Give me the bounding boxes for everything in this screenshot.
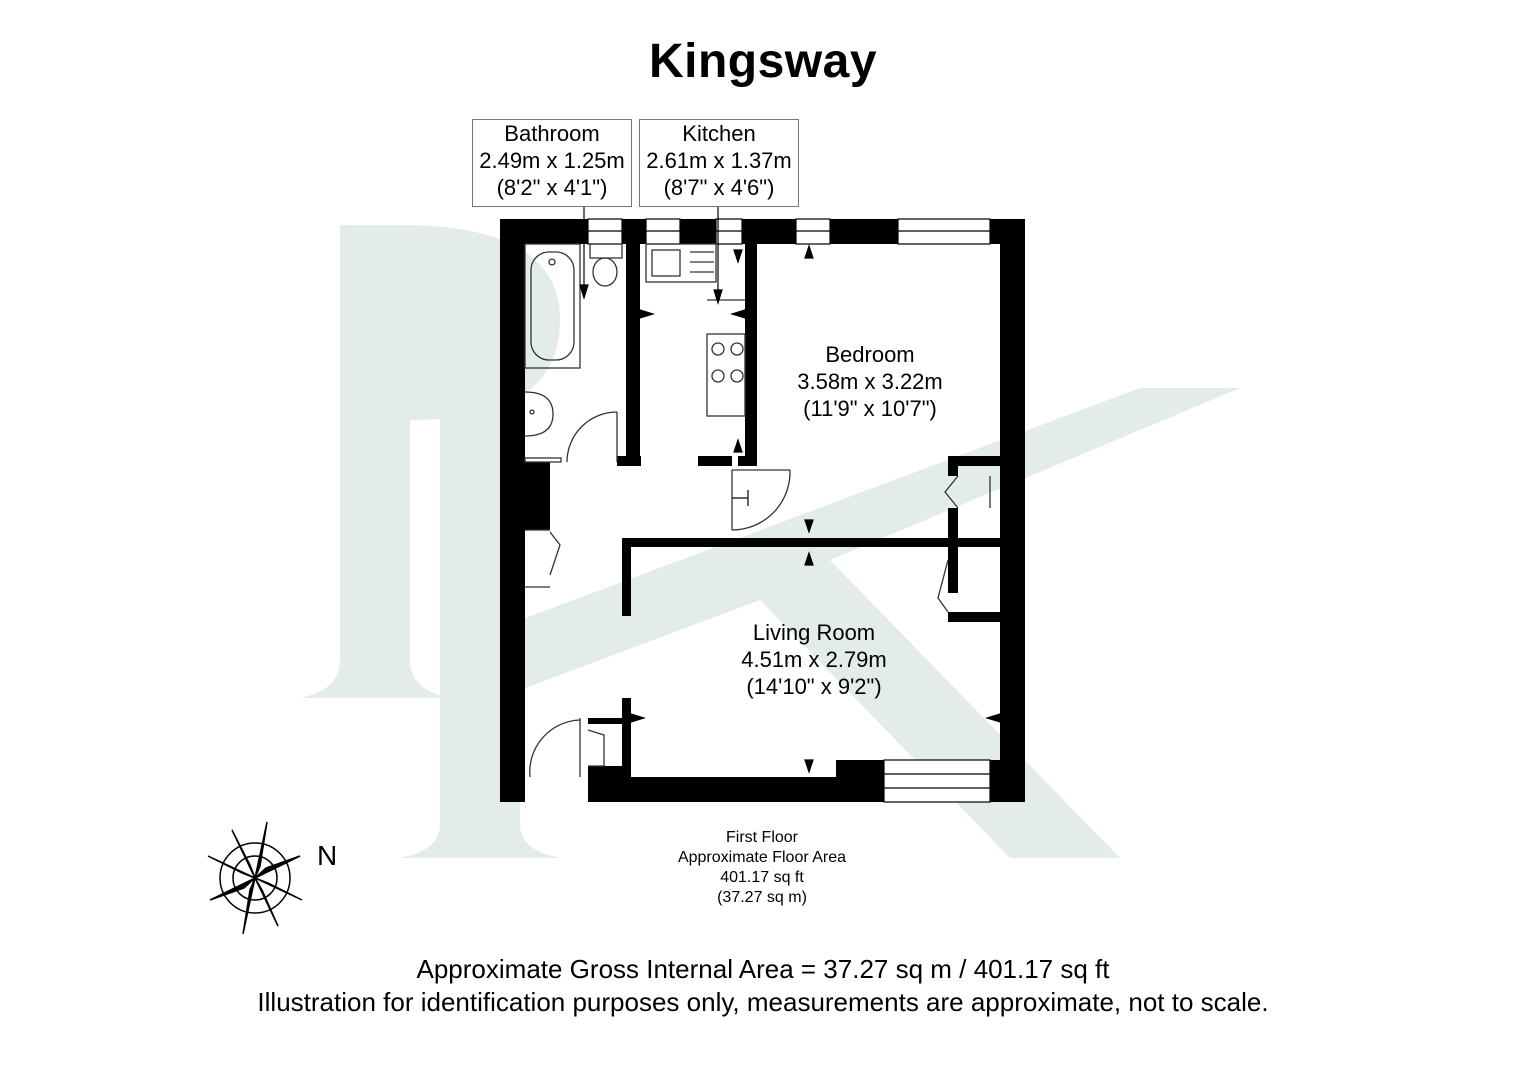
room-size-metric: 3.58m x 3.22m [797,369,943,394]
compass-rose-icon [208,822,302,934]
room-size-metric: 2.49m x 1.25m [479,148,625,173]
room-size-metric: 2.61m x 1.37m [646,148,792,173]
entrance-cupboard [588,730,604,766]
floor-area-info [612,828,912,908]
floor-area-sqft: 401.17 sq ft [720,869,804,886]
kitchen-label [639,119,799,207]
room-name: Living Room [752,620,876,645]
room-size-imperial: (8'7" x 4'6") [663,175,775,200]
room-name: Bathroom [504,121,600,146]
living-cupboard [938,560,948,612]
bathroom-door [567,412,617,462]
floor-area-sqm: (37.27 sq m) [717,889,807,906]
room-size-imperial: (14'10" x 9'2") [746,674,882,699]
disclaimer-text: Illustration for identification purposes only, measurements are approximate, not to scale. [257,987,1269,1017]
hall-cupboard [525,530,560,587]
room-name: Bedroom [825,342,915,367]
compass-north-label: N [317,840,338,871]
room-size-imperial: (8'2" x 4'1") [496,175,608,200]
toilet-icon [590,244,622,258]
room-size-metric: 4.51m x 2.79m [741,647,887,672]
bedroom-door [732,470,790,530]
room-name: Kitchen [682,121,756,146]
gross-area-text: Approximate Gross Internal Area = 37.27 sq m / 401.17 sq ft [416,954,1110,984]
page-title: Kingsway [648,35,878,88]
living-room-label [714,619,914,700]
bedroom-label [770,341,970,422]
basin-icon [525,392,553,436]
room-size-imperial: (11'9" x 10'7") [803,396,937,421]
bathroom-label [472,119,632,207]
floor-area-label: Approximate Floor Area [677,849,847,866]
entrance-door [530,718,580,777]
floor-name: First Floor [726,829,798,846]
